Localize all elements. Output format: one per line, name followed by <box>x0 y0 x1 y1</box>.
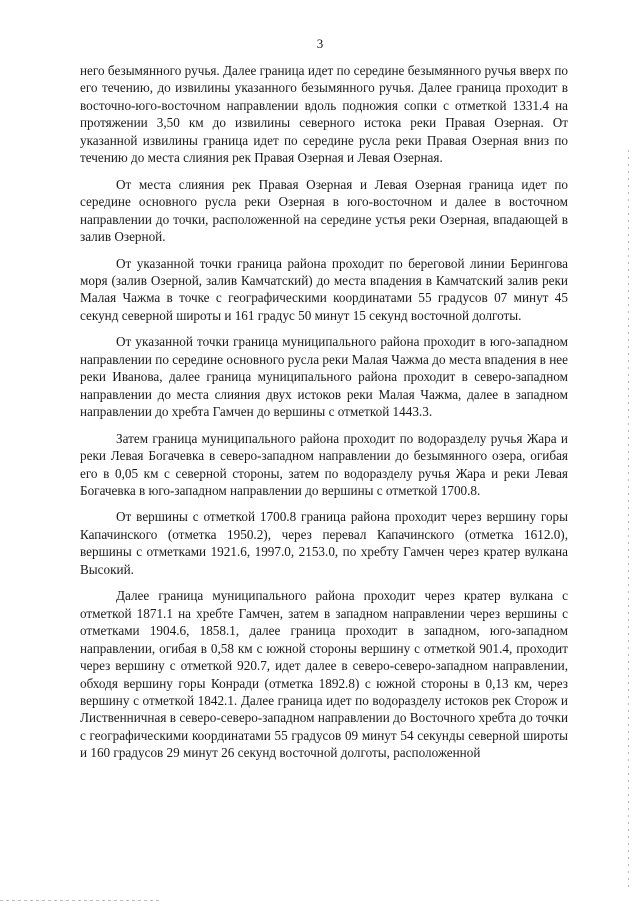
paragraph-1: него безымянного ручья. Далее граница идет по середине безымянного ручья вверх по его течению, до извилины указанного безымянного ручья. Далее граница проходит в восточно-юго-восточном направлении вдоль подножия сопки с отметкой 1331.4 на протяжении 3,50 км до извилины северного истока реки Правая Озерная. От указанной извилины граница идет по середине русла реки Правая Озерная вниз по течению до места слияния рек Правая Озерная и Левая Озерная. <box>80 63 568 166</box>
page-number: 3 <box>316 36 324 51</box>
document-body <box>80 62 568 771</box>
paragraph-6: От вершины с отметкой 1700.8 граница района проходит через вершину горы Капачинского (отметка 1950.2), через перевал Капачинского (отметка 1612.0), вершины с отметками 1921.6, 1997.0, 2153.0, по хребту Гамчен через кратер вулкана Высокий. <box>80 509 568 577</box>
paragraph-2: От места слияния рек Правая Озерная и Левая Озерная граница идет по середине основного русла реки Озерная в юго-восточном и далее в восточном направлении до точки, расположенной на середине устья реки Озерная, впадающей в залив Озерной. <box>80 176 568 245</box>
paragraph-5: Затем граница муниципального района проходит по водоразделу ручья Жара и реки Левая Богачевка в северо-западном направлении до безымянного озера, огибая его в 0,05 км с северной стороны, затем по водоразделу ручья Жара и реки Левая Богачевка в юго-западном направлении до вершины с отметкой 1700.8. <box>80 430 568 498</box>
paragraph-7: Далее граница муниципального района проходит через кратер вулкана с отметкой 1871.1 на хребте Гамчен, затем в западном направлении через вершины с отметками 1904.6, 1858.1, далее граница проходит в западном, юго-западном направлении, огибая в 0,58 км с южной стороны вершину с отметкой 901.4, проходит через вершину с отметкой 920.7, идет далее в северо-северо-западном направлении, обходя вершину горы Конради (отметка 1892.8) с южной стороны в 0,13 км, через вершину с отметкой 1842.1. Далее граница идет по водоразделу истоков рек Сторож и Лиственничная в северо-северо-западном направлении до Восточного хребта до точки с географическими координатами 55 градусов 09 минут 54 секунды северной широты и 160 градусов 29 минут 26 секунд восточной долготы, расположенной <box>80 588 568 761</box>
scan-bottom-mark <box>0 900 160 901</box>
scan-edge-mark <box>628 150 629 890</box>
paragraph-3: От указанной точки граница района проходит по береговой линии Берингова моря (залив Озерной, залив Камчатский) до места впадения в Камчатский залив реки Малая Чажма в точке с географическими координатами 55 градусов 07 минут 45 секунд северной широты и 161 градус 50 минут 15 секунд восточной долготы. <box>80 255 568 323</box>
paragraph-4: От указанной точки границa муниципального района проходит в юго-западном направлении по середине основного русла реки Малая Чажма до места впадения в нее реки Иванова, далее граница муниципального района проходит в северо-западном направлении до места слияния двух истоков реки Малая Чажма, далее в западном направлении до хребта Гамчен до вершины с отметкой 1443.3. <box>80 334 568 420</box>
